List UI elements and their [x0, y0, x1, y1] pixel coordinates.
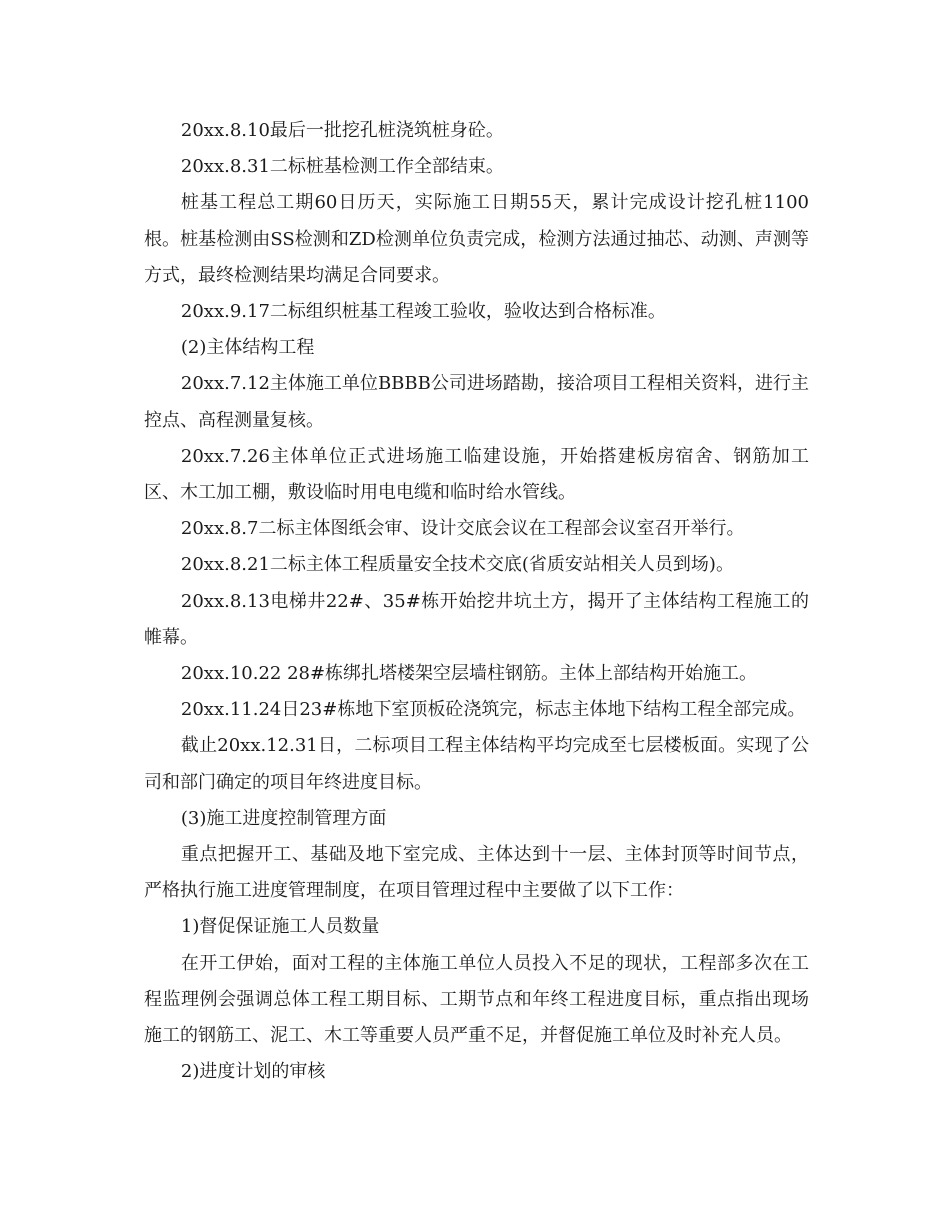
paragraph: 20xx.8.10最后一批挖孔桩浇筑桩身砼。: [180, 120, 504, 141]
paragraph: 20xx.7.12主体施工单位BBBB公司进场踏勘，接洽项目工程相关资料，进行主控点、高程测量复核。: [144, 373, 809, 431]
paragraph: 截止20xx.12.31日，二标项目工程主体结构平均完成至七层楼板面。实现了公司和部门确定的项目年终进度目标。: [144, 735, 809, 793]
subsection-heading: 1)督促保证施工人员数量: [180, 916, 380, 938]
paragraph: 20xx.8.31二标桩基检测工作全部结束。: [180, 156, 504, 178]
paragraph: 20xx.8.13电梯井22#、35#栋开始挖井坑土方，揭开了主体结构工程施工的帷幕。: [144, 590, 809, 648]
paragraph: 桩基工程总工期60日历天，实际施工日期55天，累计完成设计挖孔桩1100根。桩基检测由SS检测和ZD检测单位负责完成，检测方法通过抽芯、动测、声测等方式，最终检测结果均满足合同要求。: [144, 192, 809, 286]
paragraph: 20xx.8.21二标主体工程质量安全技术交底(省质安站相关人员到场)。: [180, 554, 734, 576]
section-heading: (3)施工进度控制管理方面: [180, 807, 387, 829]
paragraph: 20xx.9.17二标组织桩基工程竣工验收，验收达到合格标准。: [180, 301, 666, 323]
section-heading: (2)主体结构工程: [180, 337, 315, 359]
paragraph: 在开工伊始，面对工程的主体施工单位人员投入不足的现状，工程部多次在工程监理例会强调总体工程工期目标、工期节点和年终工程进度目标，重点指出现场施工的钢筋工、泥工、木工等重要人员严重不足，并督促施工单位及时补充人员。: [144, 952, 809, 1047]
subsection-heading: 2)进度计划的审核: [180, 1061, 326, 1083]
document-body: [144, 113, 809, 1090]
paragraph: 20xx.7.26主体单位正式进场施工临建设施，开始搭建板房宿舍、钢筋加工区、木工加工棚，敷设临时用电电缆和临时给水管线。: [144, 445, 809, 504]
paragraph: 20xx.8.7二标主体图纸会审、设计交底会议在工程部会议室召开举行。: [180, 518, 745, 540]
paragraph: 20xx.10.22 28#栋绑扎塔楼架空层墙柱钢筋。主体上部结构开始施工。: [180, 663, 758, 685]
paragraph: 20xx.11.24日23#栋地下室顶板砼浇筑完，标志主体地下结构工程全部完成。: [180, 699, 806, 721]
paragraph: 重点把握开工、基础及地下室完成、主体达到十一层、主体封顶等时间节点，严格执行施工进度管理制度，在项目管理过程中主要做了以下工作：: [144, 844, 809, 902]
